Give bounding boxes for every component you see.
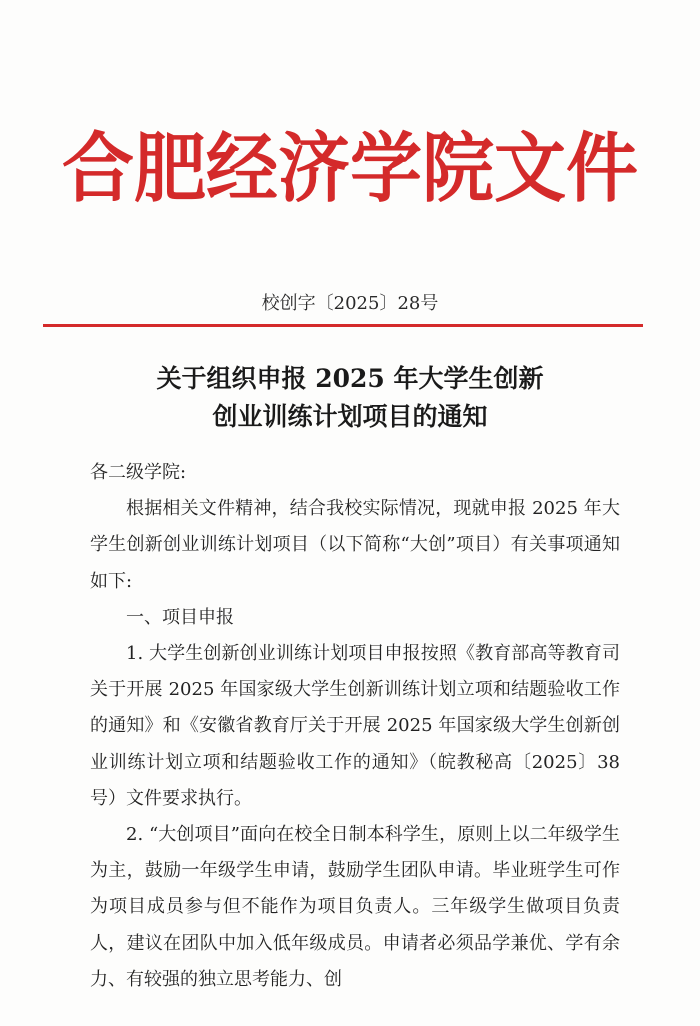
salutation: 各二级学院:: [90, 462, 187, 483]
intro-paragraph: 根据相关文件精神，结合我校实际情况，现就申报 2025 年大学生创新创业训练计划项目（以下简称“大创”项目）有关事项通知如下:: [90, 498, 620, 592]
notice-title: [0, 360, 700, 436]
notice-title-line-2: 创业训练计划项目的通知: [212, 402, 488, 431]
section-heading-project-application: 一、项目申报: [126, 606, 234, 628]
item-1-paragraph: 1. 大学生创新创业训练计划项目申报按照《教育部高等教育司关于开展 2025 年国家级大学生创新训练计划立项和结题验收工作的通知》和《安徽省教育厅关于开展 2025 年国家级大学生创新创业训练计划立项和结题验收工作的通知》（皖教秘高〔2025〕38 号）文件要求执行。: [90, 643, 620, 809]
notice-body: [90, 455, 620, 998]
item-2-paragraph: 2. “大创项目”面向在校全日制本科学生，原则上以二年级学生为主，鼓励一年级学生申请，鼓励学生团队申请。毕业班学生可作为项目成员参与但不能作为项目负责人。三年级学生做项目负责人，建议在团队中加入低年级成员。申请者必须品学兼优、学有余力、有较强的独立思考能力、创: [90, 824, 620, 990]
document-number: 校创字〔2025〕28号: [261, 293, 439, 314]
org-document-header: 合肥经济学院文件: [61, 122, 638, 213]
notice-title-line-1: 关于组织申报 2025 年大学生创新: [156, 364, 544, 393]
red-divider-rule: [43, 324, 643, 327]
